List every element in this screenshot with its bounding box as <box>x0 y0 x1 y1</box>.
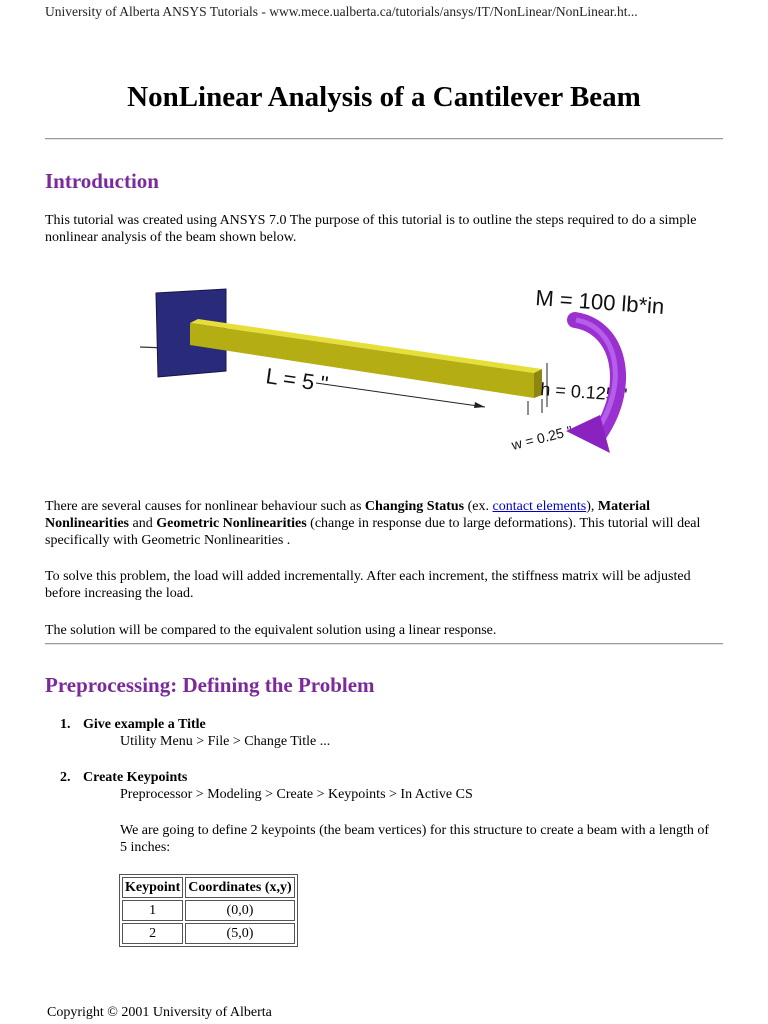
text-span: (change in response due to large deformations). This tutorial will deal specifically with Geometric Nonlinearities . <box>45 516 701 548</box>
nonlinear-causes-paragraph <box>45 498 725 549</box>
contact-elements-link[interactable]: contact elements <box>492 499 587 514</box>
comparison-paragraph: The solution will be compared to the equivalent solution using a linear response. <box>45 623 497 638</box>
section-heading-preprocessing: Preprocessing: Defining the Problem <box>45 673 375 697</box>
table-cell: (5,0) <box>185 923 294 944</box>
step-note: We are going to define 2 keypoints (the beam vertices) for this structure to create a beam with a length of 5 inches: <box>120 823 709 855</box>
divider <box>45 138 723 140</box>
table-cell: 2 <box>122 923 183 944</box>
cantilever-beam-figure <box>130 265 666 465</box>
text-span: There are several causes for nonlinear behaviour such as <box>45 499 365 514</box>
beam <box>190 319 542 398</box>
menu-path: Utility Menu > File > Change Title ... <box>120 734 331 749</box>
table-cell: (0,0) <box>185 900 294 921</box>
keypoint-table <box>119 874 298 947</box>
height-label: h = 0.125 " <box>539 379 628 406</box>
length-dimension-line <box>316 383 485 407</box>
incremental-load-paragraph: To solve this problem, the load will added incrementally. After each increment, the stiffness matrix will be adjusted before increasing the load. <box>45 569 691 601</box>
step-number: 1. <box>60 717 71 732</box>
table-cell: 1 <box>122 900 183 921</box>
text-span: ), <box>586 499 598 514</box>
menu-path: Preprocessor > Modeling > Create > Keypoints > In Active CS <box>120 787 473 802</box>
section-heading-introduction: Introduction <box>45 169 159 193</box>
text-span: and <box>129 516 157 531</box>
moment-label: M = 100 lb*in <box>534 285 666 319</box>
divider <box>45 643 723 645</box>
table-row <box>122 923 295 944</box>
intro-paragraph: This tutorial was created using ANSYS 7.0 The purpose of this tutorial is to outline the steps required to do a simple nonlinear analysis of the beam shown below. <box>45 213 697 245</box>
step-title: Create Keypoints <box>83 770 188 785</box>
table-header-cell: Coordinates (x,y) <box>185 877 294 898</box>
width-label: w = 0.25 " <box>509 422 575 453</box>
page-header-url: University of Alberta ANSYS Tutorials - www.mece.ualberta.ca/tutorials/ansys/IT/NonLinear/NonLinear.ht... <box>45 4 638 19</box>
bold-geometric-nonlinearities: Geometric Nonlinearities <box>156 516 307 531</box>
page-title: NonLinear Analysis of a Cantilever Beam <box>127 81 641 113</box>
length-label: L = 5 " <box>264 363 330 397</box>
copyright-footer: Copyright © 2001 University of Alberta <box>47 1005 272 1020</box>
bold-changing-status: Changing Status <box>364 499 465 514</box>
table-header-row <box>122 877 295 898</box>
bold-material-nonlinearities: Material Nonlinearities <box>45 499 650 531</box>
step-number: 2. <box>60 770 71 785</box>
text-span: (ex. <box>464 499 493 514</box>
table-header-cell: Keypoint <box>122 877 183 898</box>
table-row <box>122 900 295 921</box>
step-title: Give example a Title <box>83 717 206 732</box>
